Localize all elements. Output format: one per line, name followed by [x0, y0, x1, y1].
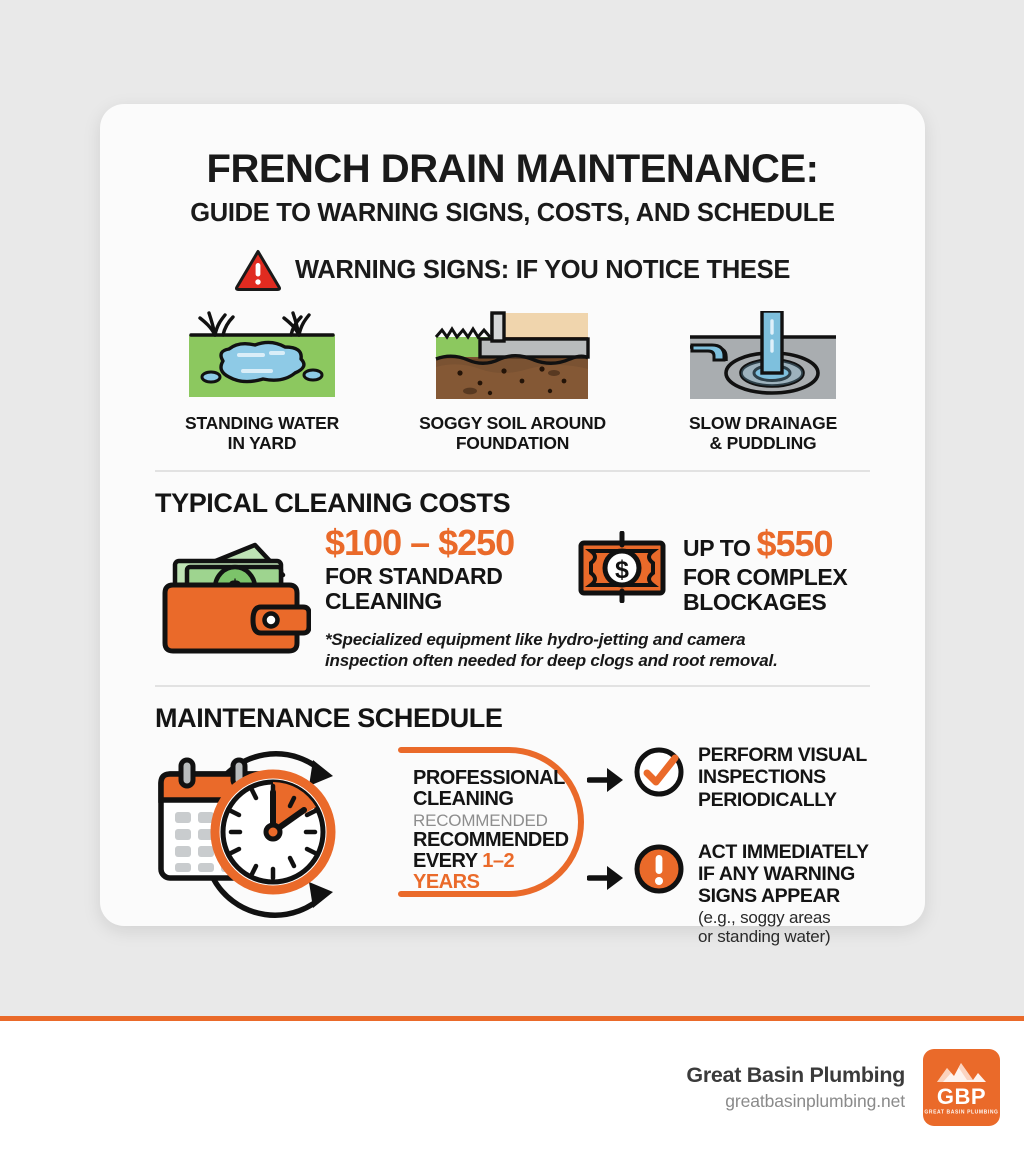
bullet-line-3: PERIODICALLY	[698, 788, 837, 811]
costs-content	[311, 521, 870, 672]
warning-heading-row	[155, 249, 870, 291]
warning-sign-item	[668, 311, 858, 454]
warning-signs-row	[155, 311, 870, 454]
svg-text:GREAT BASIN PLUMBING: GREAT BASIN PLUMBING	[924, 1109, 999, 1116]
bullet-line-3: SIGNS APPEAR	[698, 885, 840, 908]
schedule-row	[155, 738, 870, 947]
complex-cost-prefix: UP TO	[683, 534, 757, 561]
schedule-section-title: MAINTENANCE SCHEDULE	[155, 703, 503, 734]
warning-triangle-icon	[235, 249, 281, 291]
schedule-line-2: CLEANING	[413, 788, 514, 811]
schedule-center-block	[397, 738, 587, 923]
schedule-bullet-item	[633, 744, 870, 811]
gbp-mountain-logo	[923, 1049, 1000, 1126]
schedule-center-text	[413, 768, 578, 893]
schedule-line-5-prefix: EVERY	[413, 849, 483, 872]
standing-water-yard-illustration	[167, 311, 357, 403]
wallet-with-cash-icon	[151, 531, 311, 659]
slow-drainage-puddling-illustration	[668, 311, 858, 403]
complex-cost-amount: $550	[756, 522, 833, 564]
costs-columns	[325, 521, 870, 616]
costs-row	[155, 521, 870, 672]
footer-branding	[686, 1049, 1000, 1126]
complex-label-line-1: FOR COMPLEX	[683, 564, 848, 591]
footnote-line-1: *Specialized equipment like hydro-jetting and camera	[325, 630, 746, 650]
schedule-line-3-ghost: RECOMMENDED	[413, 810, 548, 830]
caption-line-2: FOUNDATION	[455, 433, 570, 454]
warning-sign-caption	[668, 413, 858, 454]
schedule-line-4: RECOMMENDED	[413, 828, 569, 851]
page-title: FRENCH DRAIN MAINTENANCE:	[206, 147, 819, 191]
complex-cost-amount-row	[683, 522, 847, 564]
standard-cost-amount: $100 – $250	[325, 521, 515, 563]
schedule-bullet-text	[698, 841, 869, 947]
schedule-line-1: PROFESSIONAL	[413, 767, 565, 790]
warning-sign-item	[167, 311, 357, 454]
complex-label-line-2: BLOCKAGES	[683, 589, 827, 616]
footer	[0, 1021, 1024, 1154]
svg-text:GBP: GBP	[936, 1084, 987, 1109]
bullet-line-2: INSPECTIONS	[698, 766, 826, 789]
schedule-interval-highlight: 1–2 YEARS	[413, 849, 515, 894]
orange-banknote-icon	[573, 531, 671, 603]
card-inner	[155, 104, 870, 947]
bullet-sub-line-2: or standing water)	[698, 927, 831, 947]
complex-cost-label	[683, 565, 847, 615]
caption-line-2: & PUDDLING	[709, 433, 817, 454]
bullet-sub-line-1: (e.g., soggy areas	[698, 907, 831, 927]
warning-sign-caption	[418, 413, 608, 454]
brand-text-block	[686, 1063, 905, 1112]
arrow-connectors-right	[587, 738, 625, 923]
warning-sign-item	[418, 311, 608, 454]
warning-sign-caption	[167, 413, 357, 454]
exclamation-circle-icon	[633, 843, 685, 895]
arrow-connectors-left	[363, 738, 401, 923]
caption-line-2: IN YARD	[227, 433, 297, 454]
section-divider	[155, 685, 870, 687]
costs-section-title: TYPICAL CLEANING COSTS	[155, 487, 511, 518]
schedule-bullet-text	[698, 744, 867, 811]
footnote-line-2: inspection often needed for deep clogs and root removal.	[325, 651, 778, 671]
schedule-line-5	[413, 851, 578, 893]
brand-name: Great Basin Plumbing	[686, 1063, 905, 1087]
page-subtitle: GUIDE TO WARNING SIGNS, COSTS, AND SCHEDULE	[190, 199, 835, 227]
bullet-line-1: PERFORM VISUAL	[698, 744, 867, 767]
soggy-soil-foundation-illustration	[418, 311, 608, 403]
costs-footnote	[325, 629, 870, 671]
complex-cost-text	[683, 522, 848, 616]
infographic-card	[100, 104, 925, 947]
caption-line-1: SLOW DRAINAGE	[688, 413, 838, 434]
standard-label-line-2: CLEANING	[325, 588, 442, 615]
svg-text:$: $	[615, 555, 629, 584]
schedule-bullets	[625, 738, 870, 947]
standard-cost-block	[325, 521, 573, 615]
schedule-bullet-item	[633, 841, 870, 947]
calendar-clock-icon	[153, 738, 363, 923]
caption-line-1: SOGGY SOIL AROUND	[419, 413, 606, 434]
bullet-subtext	[698, 908, 869, 947]
standard-cost-label	[325, 564, 573, 614]
bullet-headline	[698, 841, 869, 908]
bullet-line-2: IF ANY WARNING	[698, 863, 855, 886]
check-circle-icon	[633, 746, 685, 798]
bullet-line-1: ACT IMMEDIATELY	[698, 840, 869, 863]
complex-cost-block	[573, 522, 848, 616]
caption-line-1: STANDING WATER	[184, 413, 340, 434]
standard-label-line-1: FOR STANDARD	[325, 563, 503, 590]
section-divider	[155, 470, 870, 472]
brand-url: greatbasinplumbing.net	[725, 1091, 905, 1111]
warning-heading-text: WARNING SIGNS: IF YOU NOTICE THESE	[294, 255, 791, 284]
